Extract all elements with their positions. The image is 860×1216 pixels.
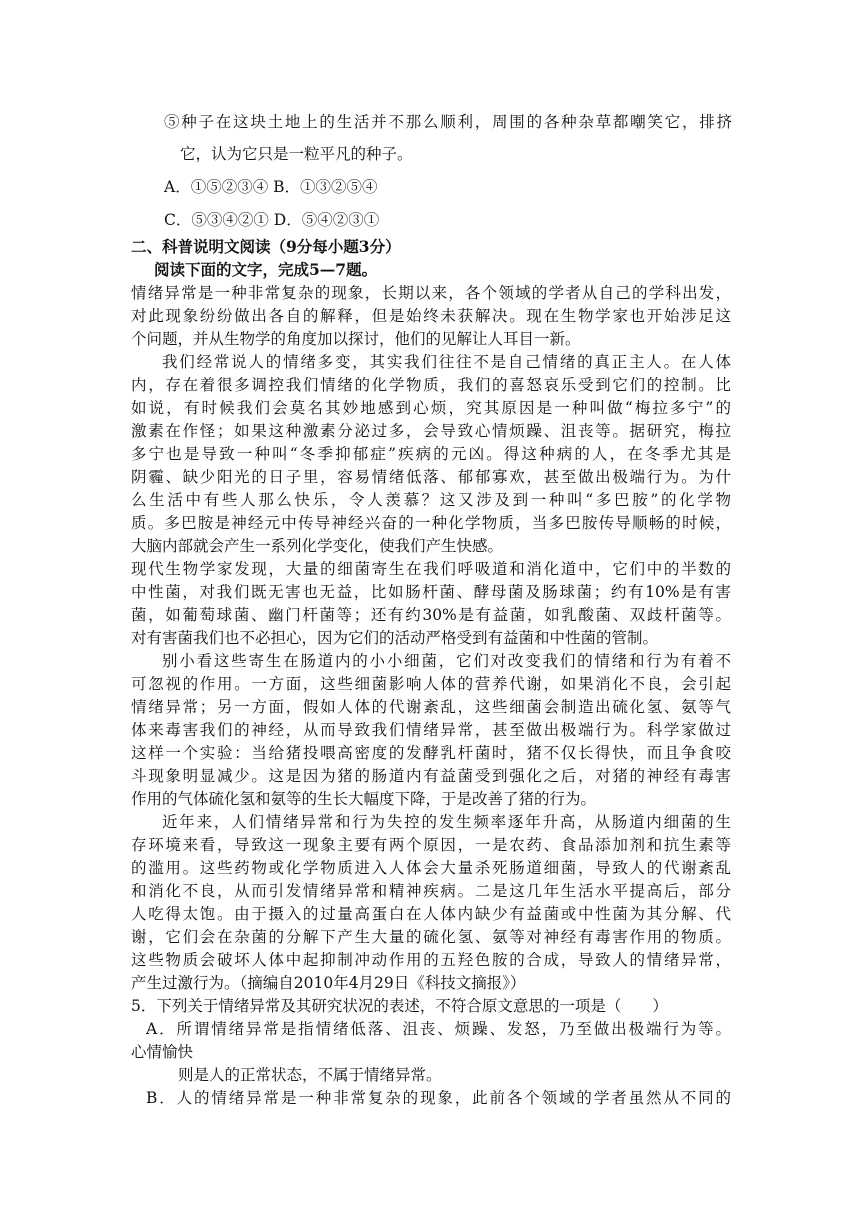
option-item-5: ⑤种子在这块土地上的生活并不那么顺利，周围的各种杂草都嘲笑它，排挤 — [164, 113, 732, 131]
question-5-option-b: B．人的情绪异常是一种非常复杂的现象，此前各个领域的学者虽然从不同的 — [146, 1089, 731, 1107]
paragraph-line: 斗现象明显减少。这是因为猪的肠道内有益菌受到强化之后，对猪的神经有毒害 — [131, 767, 731, 785]
paragraph-line: 菌，如葡萄球菌、幽门杆菌等；还有约30%是有益菌，如乳酸菌、双歧杆菌等。 — [131, 606, 731, 624]
question-5: 5．下列关于情绪异常及其研究状况的表述，不符合原文意思的一项是（ ） — [131, 997, 668, 1015]
paragraph-line: 大脑内部就会产生一系列化学变化，使我们产生快感。 — [131, 537, 504, 555]
question-5-option-a-continued: 心情愉快 — [131, 1043, 194, 1061]
question-5-option-a: A．所谓情绪异常是指情绪低落、沮丧、烦躁、发怒，乃至做出极端行为等。 — [146, 1020, 731, 1038]
paragraph-line: 质。多巴胺是神经元中传导神经兴奋的一种化学物质，当多巴胺传导顺畅的时候， — [131, 514, 731, 532]
paragraph-line: 阴霾、缺少阳光的日子里，容易情绪低落、郁郁寡欢，甚至做出极端行为。为什 — [131, 468, 731, 486]
paragraph-line: 多宁也是导致一种叫“冬季抑郁症”疾病的元凶。得这种病的人，在冬季尤其是 — [131, 445, 731, 463]
answer-choices-cd: C．⑤③④②① D．⑤④②③① — [164, 211, 380, 229]
section-heading: 二、科普说明文阅读（9分每小题3分） — [131, 237, 401, 256]
paragraph-line: 人吃得太饱。由于摄入的过量高蛋白在人体内缺少有益菌或中性菌为其分解、代 — [131, 905, 731, 923]
paragraph-line: 么生活中有些人那么快乐，令人羡慕？这又涉及到一种叫“多巴胺”的化学物 — [131, 491, 731, 509]
paragraph-line: 谢，它们会在杂菌的分解下产生大量的硫化氢、氨等对神经有毒害作用的物质。 — [131, 928, 731, 946]
paragraph-line: 对此现象纷纷做出各自的解释，但是始终未获解决。现在生物学家也开始涉足这 — [131, 307, 731, 325]
answer-choices-ab: A．①⑤②③④ B．①③②⑤④ — [164, 178, 378, 196]
paragraph-line: 作用的气体硫化氢和氨等的生长大幅度下降，于是改善了猪的行为。 — [131, 790, 597, 808]
question-5-option-a-continued: 则是人的正常状态，不属于情绪异常。 — [178, 1066, 442, 1084]
paragraph-line: 存环境来看，导致这一现象主要有两个原因，一是农药、食品添加剂和抗生素等 — [131, 836, 731, 854]
paragraph-line: 和消化不良，从而引发情绪异常和精神疾病。二是这几年生活水平提高后，部分 — [131, 882, 731, 900]
paragraph-line: 情绪异常是一种非常复杂的现象，长期以来，各个领域的学者从自己的学科出发， — [131, 284, 731, 302]
paragraph-line: 如说，有时候我们会莫名其妙地感到心烦，究其原因是一种叫做“梅拉多宁”的 — [131, 399, 731, 417]
paragraph-line: 激素在作怪；如果这种激素分泌过多，会导致心情烦躁、沮丧等。据研究，梅拉 — [131, 422, 731, 440]
paragraph-line: 产生过激行为。（摘编自2010年4月29日《科技文摘报》） — [131, 974, 526, 992]
paragraph-line: 个问题，并从生物学的角度加以探讨，他们的见解让人耳目一新。 — [131, 330, 581, 348]
paragraph-line: 我们经常说人的情绪多变，其实我们往往不是自己情绪的真正主人。在人体 — [162, 353, 731, 371]
paragraph-line: 体来毒害我们的神经，从而导致我们情绪异常，甚至做出极端行为。科学家做过 — [131, 721, 731, 739]
paragraph-line: 别小看这些寄生在肠道内的小小细菌，它们对改变我们的情绪和行为有着不 — [162, 652, 731, 670]
option-item-5-continued: 它，认为它只是一粒平凡的种子。 — [180, 145, 413, 163]
paragraph-line: 可忽视的作用。一方面，这些细菌影响人体的营养代谢，如果消化不良，会引起 — [131, 675, 731, 693]
paragraph-line: 近年来，人们情绪异常和行为失控的发生频率逐年升高，从肠道内细菌的生 — [162, 813, 731, 831]
paragraph-line: 的滥用。这些药物或化学物质进入人体会大量杀死肠道细菌，导致人的代谢紊乱 — [131, 859, 731, 877]
paragraph-line: 情绪异常；另一方面，假如人体的代谢紊乱，这些细菌会制造出硫化氢、氨等气 — [131, 698, 731, 716]
reading-instruction: 阅读下面的文字，完成5—7题。 — [154, 260, 378, 279]
paragraph-line: 对有害菌我们也不必担心，因为它们的活动严格受到有益菌和中性菌的管制。 — [131, 629, 659, 647]
paragraph-line: 中性菌，对我们既无害也无益，比如肠杆菌、酵母菌及肠球菌；约有10%是有害 — [131, 583, 731, 601]
paragraph-line: 内，存在着很多调控我们情绪的化学物质，我们的喜怒哀乐受到它们的控制。比 — [131, 376, 731, 394]
paragraph-line: 现代生物学家发现，大量的细菌寄生在我们呼吸道和消化道中，它们中的半数的 — [131, 560, 731, 578]
paragraph-line: 这些物质会破坏人体中起抑制冲动作用的五羟色胺的合成，导致人的情绪异常， — [131, 951, 731, 969]
paragraph-line: 这样一个实验：当给猪投喂高密度的发酵乳杆菌时，猪不仅长得快，而且争食咬 — [131, 744, 731, 762]
